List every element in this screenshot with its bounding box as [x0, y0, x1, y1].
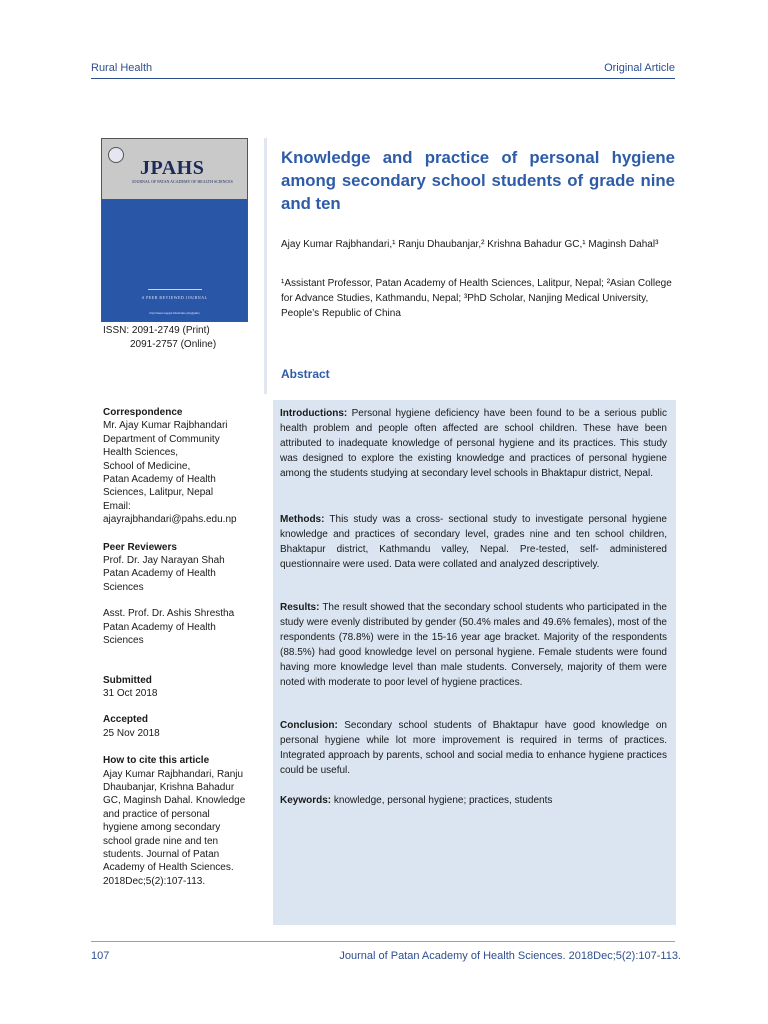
abstract-keywords	[280, 793, 667, 808]
academy-logo-icon	[108, 147, 124, 163]
intro-label: Introductions:	[280, 408, 348, 419]
cite-line: Ajay Kumar Rajbhandari, Ranju	[103, 768, 244, 780]
cite-line: 2018Dec;5(2):107-113.	[103, 875, 206, 887]
page-footer	[91, 941, 681, 962]
conclusion-label: Conclusion:	[280, 720, 338, 731]
intro-text: Personal hygiene deficiency have been found to be a serious public health problem and people often affected are school children. These have been attributed to inadequate knowledge of personal hygiene and its practices. This study was designed to explore the existing knowledge and practices of personal hygiene among the students studying at secondary level schools in Bhaktapur district, Nepal.	[280, 408, 667, 479]
article-type-label: Original Article	[604, 62, 675, 74]
article-title: Knowledge and practice of personal hygiene among secondary school students of grade nine and ten	[281, 148, 675, 213]
submitted-date: 31 Oct 2018	[103, 687, 158, 699]
correspondence-line: School of Medicine,	[103, 460, 191, 472]
issn-online: 2091-2757 (Online)	[130, 339, 217, 350]
accepted-date: 25 Nov 2018	[103, 727, 160, 739]
methods-text: This study was a cross- sectional study to investigate personal hygiene knowledge and practices of secondary level, grades nine and ten school children, Bhaktapur district, Kathmandu valley, Nepal. Pre-tested, self- administered questionnaire were used. Data were collated and analyzed descriptively.	[280, 514, 667, 570]
journal-citation: Journal of Patan Academy of Health Sciences. 2018Dec;5(2):107-113.	[339, 950, 681, 962]
submitted-heading: Submitted	[103, 674, 152, 686]
accepted-heading: Accepted	[103, 714, 149, 726]
reviewer-line: Patan Academy of Health	[103, 621, 216, 633]
article-sidebar	[103, 406, 263, 888]
reviewers-heading: Peer Reviewers	[103, 541, 177, 553]
cover-url: http://www.nepjol.info/index.php/jpahs	[149, 311, 200, 315]
abstract-methods	[280, 512, 667, 572]
cite-line: Academy of Health Sciences.	[103, 862, 234, 874]
cover-journal-title: JPAHS	[140, 157, 205, 179]
correspondence-line: Department of Community	[103, 433, 220, 445]
abstract-heading: Abstract	[281, 367, 330, 381]
results-label: Results:	[280, 602, 320, 613]
correspondence-line: Health Sciences,	[103, 447, 179, 459]
issn-block	[103, 324, 216, 352]
journal-cover-image	[101, 138, 248, 322]
abstract-results	[280, 600, 667, 690]
correspondence-line: Email:	[103, 500, 131, 512]
cite-line: hygiene among secondary	[103, 822, 221, 834]
conclusion-text: Secondary school students of Bhaktapur have good knowledge on personal hygiene while lot more improvement is required in terms of practices. Integrated approach by parents, school and social media to enhance hygiene practices could be useful.	[280, 720, 667, 776]
cite-heading: How to cite this article	[103, 755, 210, 767]
correspondence-heading: Correspondence	[103, 407, 183, 418]
cite-line: school grade nine and ten	[103, 835, 219, 847]
correspondence-line: Sciences, Lalitpur, Nepal	[103, 487, 214, 499]
abstract-introduction	[280, 406, 667, 481]
methods-label: Methods:	[280, 514, 325, 525]
author-list: Ajay Kumar Rajbhandari,¹ Ranju Dhaubanjar,² Krishna Bahadur GC,¹ Maginsh Dahal³	[281, 239, 659, 250]
cite-line: students. Journal of Patan	[103, 848, 220, 860]
cover-journal-subtitle: JOURNAL OF PATAN ACADEMY OF HEALTH SCIENCES	[132, 179, 233, 184]
section-label: Rural Health	[91, 62, 153, 74]
keywords-text: knowledge, personal hygiene; practices, students	[333, 795, 553, 806]
cite-line: Dhaubanjar, Krishna Bahadur	[103, 781, 235, 793]
cite-line: GC, Maginsh Dahal. Knowledge	[103, 795, 246, 807]
issn-print: ISSN: 2091-2749 (Print)	[103, 325, 210, 336]
affiliations: ¹Assistant Professor, Patan Academy of Health Sciences, Lalitpur, Nepal; ²Asian College for Advance Studies, Kathmandu, Nepal; ³PhD Scholar, Nanjing Medical University, People’s Republic of China	[281, 278, 672, 319]
correspondence-line: Patan Academy of Health	[103, 474, 216, 486]
cite-line: and practice of personal	[103, 808, 210, 820]
correspondence-email: ajayrajbhandari@pahs.edu.np	[103, 514, 237, 526]
correspondence-line: Mr. Ajay Kumar Rajbhandari	[103, 420, 228, 432]
abstract-box	[273, 400, 676, 925]
reviewer-line: Patan Academy of Health	[103, 568, 216, 580]
reviewer-line: Asst. Prof. Dr. Ashis Shrestha	[103, 608, 235, 620]
reviewer-line: Prof. Dr. Jay Narayan Shah	[103, 555, 225, 567]
page-number: 107	[91, 950, 110, 962]
abstract-conclusion	[280, 718, 667, 778]
running-header	[91, 62, 675, 79]
keywords-label: Keywords:	[280, 795, 332, 806]
reviewer-line: Sciences	[103, 635, 144, 647]
divider	[264, 138, 267, 394]
results-text: The result showed that the secondary school students who participated in the study were evenly distributed by gender (50.4% males and 49.6% females), most of the respondents (78.8%) were in the 15-16 year age bracket. Majority of the respondents (88.5%) had good knowledge level on personal hygiene. Female students were found having more knowledge level than male students. Conversely, majority of them were noted with moderate to poor level of hygiene practices.	[280, 602, 667, 688]
cover-rule	[148, 289, 202, 290]
reviewer-line: Sciences	[103, 581, 144, 593]
cover-tagline: A PEER REVIEWED JOURNAL	[141, 295, 208, 300]
